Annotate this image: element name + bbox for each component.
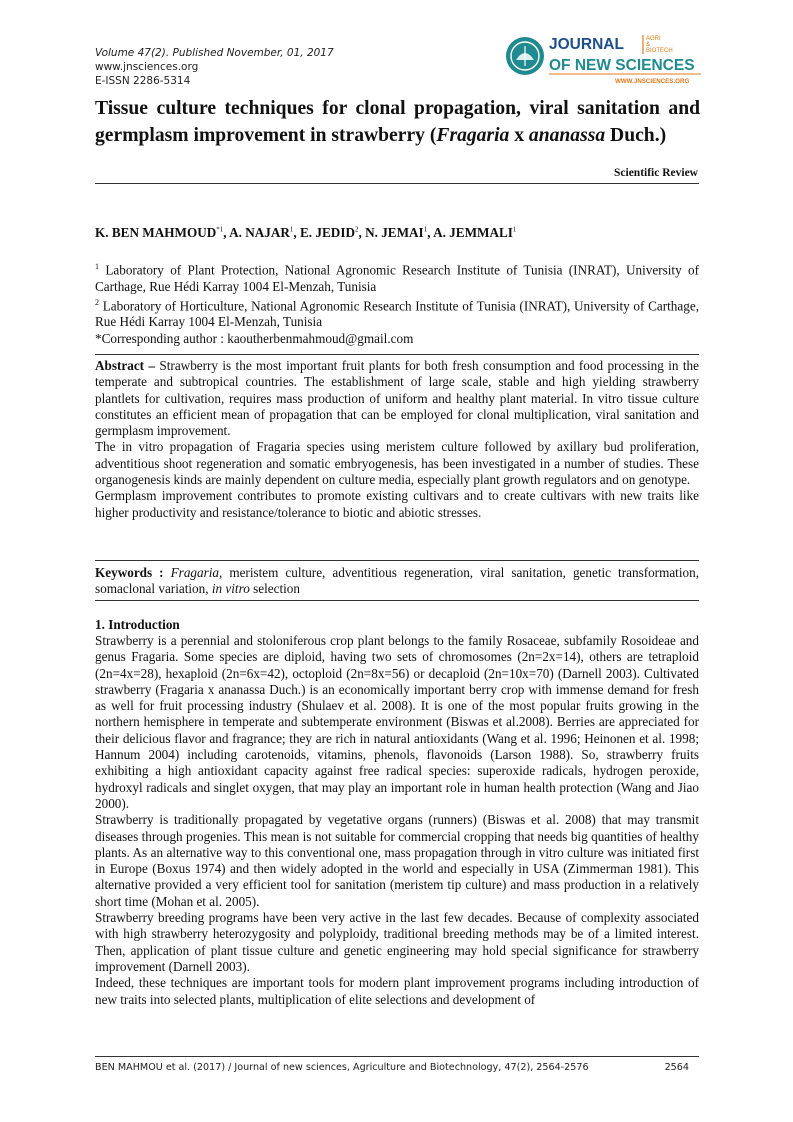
author-4-sup: 1	[423, 225, 428, 234]
author-5: , A. JEMMALI	[427, 225, 513, 240]
introduction-paragraph-1: Strawberry is a perennial and stoloniferous crop plant belongs to the family Rosaceae, subfamily Rosoideae and genus Fragaria. Some species are diploid, having two sets of chromosomes (2n=2x=14), others are tetraploid (2n=4x=28), hexaploid (2n=6x=42), octoploid (2n=8x=56) or decaploid (2n=10x=70) (Darnell 2003). Cultivated strawberry (Fragaria x ananassa Duch.) is an economically important berry crop with immense demand for fresh as well for fruit processing industry (Shulaev et al. 2008). It is one of the most popular fruits growing in the northern hemisphere in temperate and subtemperate environment (Biswas et al.2008). Berries are appreciated for their delicious flavor and fragrance; they are rich in natural antioxidants (Wang et al. 1996; Heinonen et al. 1998; Hannum 2004) including carotenoids, vitamins, phenols, flavonoids (Larson 1988). So, strawberry fruits exhibiting a high antioxidant capacity against free radical species: superoxide radicals, hydrogen peroxide, hydroxyl radicals and singlet oxygen, that may play an important role in human health protection (Wang and Jiao 2000).	[95, 633, 699, 811]
page-number: 2564	[664, 1062, 689, 1073]
keywords-text-end: selection	[249, 581, 300, 597]
keywords-line	[95, 565, 699, 598]
logo-journal-word: JOURNAL	[549, 36, 624, 53]
footer-rule	[95, 1056, 699, 1057]
corresponding-author: *Corresponding author : kaoutherbenmahmoud@gmail.com	[95, 330, 414, 346]
journal-website-link[interactable]: www.jnsciences.org	[95, 61, 199, 73]
issn-line: E-ISSN 2286-5314	[95, 75, 191, 87]
abstract-paragraph-1	[95, 358, 699, 439]
title-text-2: Duch.)	[605, 124, 667, 146]
journal-logo	[503, 32, 703, 90]
keyword-fragaria: Fragaria	[170, 565, 219, 580]
author-1: K. BEN MAHMOUD	[95, 225, 217, 240]
logo-url: WWW.JNSCIENCES.ORG	[615, 78, 690, 85]
introduction-paragraph-4: Indeed, these techniques are important tools for modern plant improvement programs including introduction of new traits into selected plants, multiplication of elite selections and development of	[95, 975, 699, 1007]
keyword-in-vitro: in vitro	[211, 581, 250, 597]
title-species: ananassa	[528, 124, 606, 146]
abstract-paragraph-3: Germplasm improvement contributes to promote existing cultivars and to create cultivars with new traits like higher productivity and resistance/tolerance to biotic and abiotic stresses.	[95, 488, 699, 520]
affiliation-1	[95, 259, 699, 295]
title-genus: Fragaria	[436, 124, 510, 146]
affiliations	[95, 259, 699, 347]
logo-agri: AGRI	[646, 36, 661, 42]
abstract	[95, 358, 699, 521]
author-1-sup: *1	[216, 225, 224, 234]
abstract-top-rule	[95, 354, 699, 355]
footer-citation: BEN MAHMOU et al. (2017) / Journal of new sciences, Agriculture and Biotechnology, 47(2), 2564-2576	[95, 1062, 589, 1073]
author-2: , A. NAJAR	[223, 225, 290, 240]
author-list	[95, 225, 516, 241]
keywords-bottom-rule	[95, 600, 699, 601]
keywords-label: Keywords :	[95, 565, 164, 580]
author-2-sup: 1	[289, 225, 294, 234]
author-4: , N. JEMAI	[358, 225, 424, 240]
introduction-body	[95, 633, 699, 1008]
logo-of-new-sciences: OF NEW SCIENCES	[549, 57, 695, 74]
logo-biotech: BIOTECH	[646, 48, 673, 54]
affiliation-2	[95, 295, 699, 331]
affiliation-1-text: Laboratory of Plant Protection, National Agronomic Research Institute of Tunisia (INRAT), University of Carthage, Rue Hédi Karray 1004 El-Menzah, Tunisia	[95, 262, 699, 294]
keywords	[95, 565, 699, 598]
affiliation-1-sup: 1	[95, 262, 99, 271]
abstract-paragraph-2: The in vitro propagation of Fragaria species using meristem culture followed by axillary bud proliferation, adventitious shoot regeneration and somatic embryogenesis, has been investigated in a number of studies. These organogenesis kinds are mainly dependent on culture media, especially plant growth regulators and on genotype.	[95, 439, 699, 488]
introduction-heading: 1. Introduction	[95, 617, 180, 632]
title-text-1: Tissue culture techniques for clonal propagation, viral sanitation and germplasm improvement in strawberry (	[95, 98, 700, 146]
title-divider	[95, 183, 699, 184]
keywords-text: , meristem culture, adventitious regeneration, viral sanitation, genetic transformation, somaclonal variation,	[95, 565, 699, 597]
affiliation-2-text: Laboratory of Horticulture, National Agronomic Research Institute of Tunisia (INRAT), University of Carthage, Rue Hédi Karray 1004 El-Menzah, Tunisia	[95, 298, 699, 330]
author-3-sup: 2	[354, 225, 359, 234]
keywords-top-rule	[95, 560, 699, 561]
author-5-sup: 1	[512, 225, 517, 234]
paper-title	[95, 96, 700, 149]
page-footer	[95, 1062, 699, 1073]
volume-line: Volume 47(2). Published November, 01, 2017	[95, 47, 334, 59]
article-type: Scientific Review	[614, 167, 698, 179]
title-x: x	[509, 124, 529, 146]
abstract-text-1: Strawberry is the most important fruit plants for both fresh consumption and food processing in the temperate and subtropical countries. The establishment of large scale, stable and high yielding strawberry plantlets for cultivation, requires mass production of uniform and healthy plant material. In vitro tissue culture constitutes an efficient mean of propagation that can be employed for clonal multiplication, viral sanitation and germplasm improvement.	[95, 358, 699, 439]
affiliation-2-sup: 2	[95, 297, 99, 307]
journal-header-meta	[95, 46, 334, 88]
logo-and: &	[646, 42, 651, 48]
introduction-paragraph-3: Strawberry breeding programs have been very active in the last few decades. Because of complexity associated with high strawberry heterozygosity and polyploidy, traditional breeding methods may be of a limited interest. Then, application of plant tissue culture and genetic engineering may hold special significance for strawberry improvement (Darnell 2003).	[95, 910, 699, 974]
author-3: , E. JEDID	[293, 225, 355, 240]
abstract-label: Abstract –	[95, 358, 156, 373]
introduction-paragraph-2: Strawberry is traditionally propagated by vegetative organs (runners) (Biswas et al. 2008) that may transmit diseases through progenies. This mean is not suitable for commercial cropping that needs big quantities of healthy plants. As an alternative way to this conventional one, mass propagation through in vitro culture was initiated first in Europe (Boxus 1974) and then widely adopted in the world and especially in USA (Zimmerman 1981). This alternative provided a very efficient tool for sanitation (meristem tip culture) and mass production in a relatively short time (Mohan et al. 2005).	[95, 812, 699, 909]
